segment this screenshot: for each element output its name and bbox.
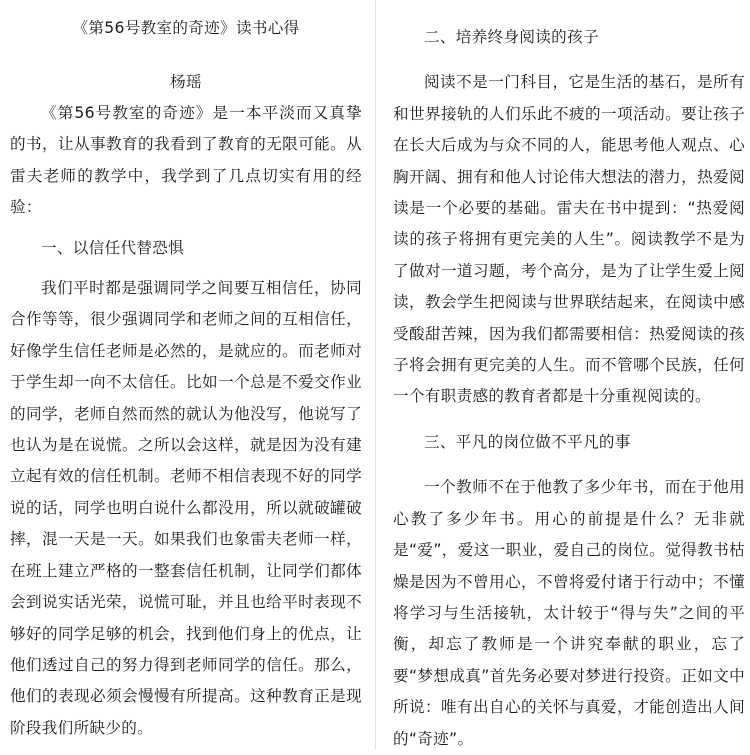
section-1-body: 我们平时都是强调同学之间要互相信任，协同合作等等，很少强调同学和老师之间的互相信任，好像学生信任老师是必然的，是就应的。而老师对于学生却一向不太信任。比如一个总是不爱交作业的同学，老师自然而然的就认为他没写，他说写了也认为是在说慌。之所以会这样，就是因为没有建立起有效的信任机制。老师不相信表现不好的同学说的话，同学也明白说什么都没用，所以就破罐破摔，混一天是一天。如果我们也象雷夫老师一样，在班上建立严格的一整套信任机制，让同学们都体会到说实话光荣，说慌可耻，并且也给平时表现不够好的同学足够的机会，找到他们身上的优点，让他们透过自己的努力得到老师同学的信任。那么，他们的表现必须会慢慢有所提高。这种教育正是现阶段我们所缺少的。	[10, 279, 362, 737]
section-3-body: 一个教师不在于他教了多少年书，而在于他用心教了多少年书。用心的前提是什么？无非就是“爱”，爱这一职业，爱自己的岗位。觉得教书枯燥是因为不曾用心，不曾将爱付诸于行动中；不懂将学习与生活接轨，太计较于“得与失”之间的平衡，却忘了教师是一个讲究奉献的职业，忘了要“梦想成真”首先务必要对梦进行投资。正如文中所说：唯有出自心的关怀与真爱，才能创造出人间的“奇迹”。	[393, 478, 745, 748]
right-column	[393, 0, 745, 750]
document-title: 《第56号教室的奇迹》读书心得	[72, 19, 300, 37]
author-name: 杨瑶	[170, 73, 202, 91]
left-column	[10, 0, 362, 750]
section-2-heading: 二、培养终身阅读的孩子	[424, 28, 599, 46]
section-3-heading: 三、平凡的岗位做不平凡的事	[424, 432, 631, 451]
column-divider	[375, 0, 376, 750]
intro-paragraph: 《第56号教室的奇迹》是一本平淡而又真挚的书，让从事教育的我看到了教育的无限可能。从雷夫老师的教学中，我学到了几点切实有用的经验：	[10, 104, 362, 217]
section-2-body: 阅读不是一门科目，它是生活的基石，是所有和世界接轨的人们乐此不疲的一项活动。要让孩子在长大后成为与众不同的人，能思考他人观点、心胸开阔、拥有和他人讨论伟大想法的潜力，热爱阅读是一个必要的基础。雷夫在书中提到：“热爱阅读的孩子将拥有更完美的人生”。阅读教学不是为了做对一道习题，考个高分，是为了让学生爱上阅读，教会学生把阅读与世界联结起来，在阅读中感受酸甜苦辣，因为我们都需要相信：热爱阅读的孩子将会拥有更完美的人生。而不管哪个民族，任何一个有职责感的教育者都是十分重视阅读的。	[393, 73, 745, 406]
section-1-heading: 一、以信任代替恐惧	[41, 238, 185, 257]
